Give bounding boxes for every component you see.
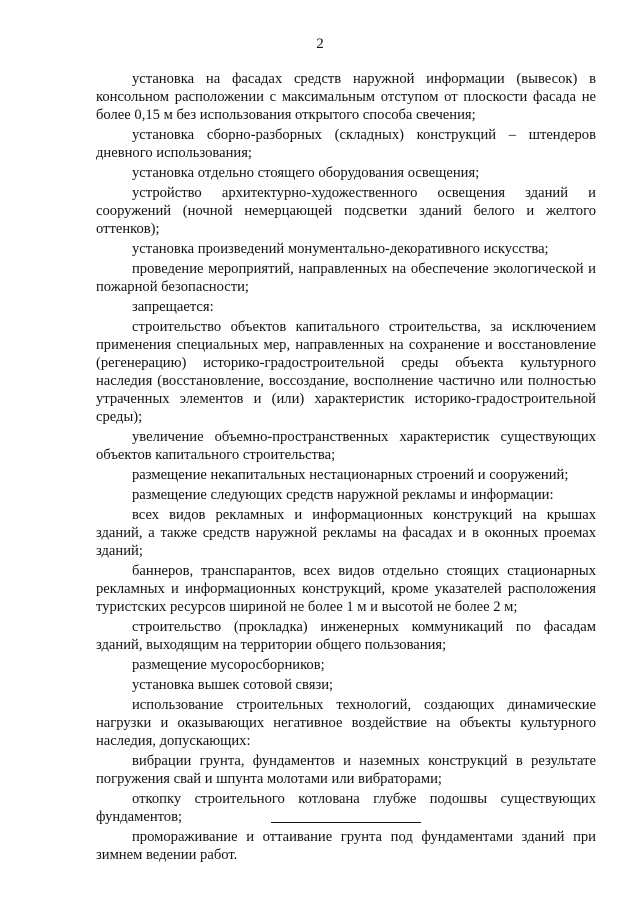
- paragraph: вибрации грунта, фундаментов и наземных конструкций в результате погружения свай и шпунта молотами или вибраторами;: [96, 753, 596, 787]
- paragraph: всех видов рекламных и информационных конструкций на крышах зданий, а также средств наружной рекламы на фасадах и в оконных проемах зданий;: [96, 507, 596, 559]
- paragraph: установка произведений монументально-декоративного искусства;: [132, 241, 549, 257]
- paragraph-heading-prohibited: запрещается:: [132, 299, 214, 315]
- paragraph: проведение мероприятий, направленных на обеспечение экологической и пожарной безопасности;: [96, 261, 596, 295]
- end-separator-line: [271, 822, 421, 823]
- paragraph: использование строительных технологий, создающих динамические нагрузки и оказывающих негативное воздействие на объекты культурного наследия, допускающих:: [96, 697, 596, 749]
- document-body: [96, 70, 596, 866]
- paragraph: установка отдельно стоящего оборудования освещения;: [132, 165, 480, 181]
- paragraph: размещение некапитальных нестационарных строений и сооружений;: [132, 467, 569, 483]
- paragraph: строительство объектов капитального строительства, за исключением применения специальных мер, направленных на сохранение и восстановление (регенерацию) историко-градостроительной среды объекта культурного наследия (восстановление, воссоздание, восполнение частично или полностью утраченных элементов и (или) характеристик историко-градостроительной среды);: [96, 319, 596, 425]
- paragraph: размещение мусоросборников;: [132, 657, 325, 673]
- paragraph: откопку строительного котлована глубже подошвы существующих фундаментов;: [96, 791, 596, 825]
- paragraph: строительство (прокладка) инженерных коммуникаций по фасадам зданий, выходящим на территории общего пользования;: [96, 619, 596, 653]
- paragraph: увеличение объемно-пространственных характеристик существующих объектов капитального строительства;: [96, 429, 596, 463]
- paragraph: баннеров, транспарантов, всех видов отдельно стоящих стационарных рекламных и информационных конструкций, кроме указателей расположения туристских ресурсов шириной не более 1 м и высотой не более 2 м;: [96, 563, 596, 615]
- paragraph: установка сборно-разборных (складных) конструкций – штендеров дневного использования;: [96, 127, 596, 161]
- page-number: 2: [316, 36, 324, 52]
- paragraph: установка вышек сотовой связи;: [132, 677, 334, 693]
- paragraph: устройство архитектурно-художественного освещения зданий и сооружений (ночной немерцающей подсветки зданий белого и желтого оттенков);: [96, 185, 596, 237]
- paragraph: размещение следующих средств наружной рекламы и информации:: [132, 487, 554, 503]
- paragraph: установка на фасадах средств наружной информации (вывесок) в консольном расположении с максимальным отступом от плоскости фасада не более 0,15 м без использования открытого способа свечения;: [96, 71, 596, 123]
- paragraph: промораживание и оттаивание грунта под фундаментами зданий при зимнем ведении работ.: [96, 829, 596, 863]
